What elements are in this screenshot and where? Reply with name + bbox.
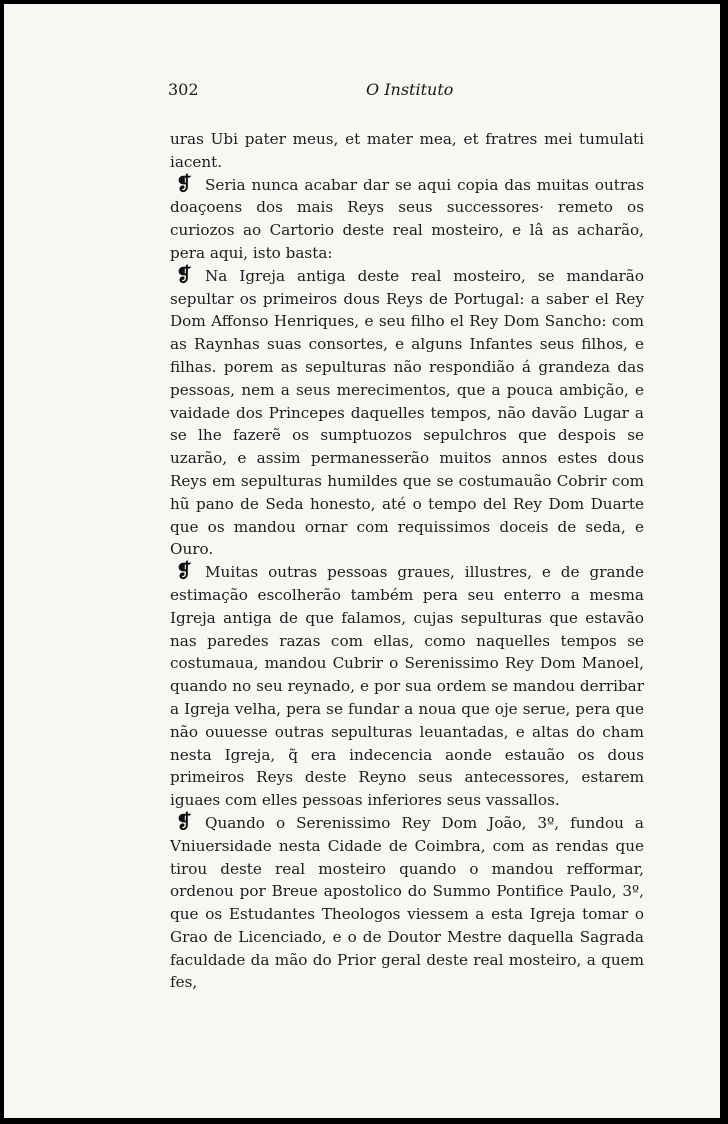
paragraph	[170, 561, 644, 812]
paragraph-mark-icon: ❡	[176, 810, 192, 833]
paragraph-text: Na Igreja antiga deste real mosteiro, se mandarão sepultar os primeiros dous Reys de Portugal: a saber el Rey Dom Affonso Henriques, e seu filho el Rey Dom Sancho: com as Raynhas suas consortes, e alguns Infantes seus filhos, e filhas. porem as sepulturas não respondião á grandeza das pessoas, nem a seus merecimentos, que a pouca ambição, e vaidade dos Princepes daquelles tempos, não davão Lugar a se lhe fazerẽ os sumptuozos sepulchros que despois se uzarão, e assim permanesserão muitos annos estes dous Reys em sepulturas humildes que se costumauão Cobrir com hũ pano de Seda honesto, até o tempo del Rey Dom Duarte que os mandou ornar com requissimos doceis de seda, e Ouro.	[170, 266, 644, 559]
book-page	[4, 4, 720, 1118]
paragraph-text: Seria nunca acabar dar se aqui copia das muitas outras doaçoens dos mais Reys seus successores· remeto os curiozos ao Cartorio deste real mosteiro, e lâ as acharão, pera aqui, isto basta:	[170, 175, 644, 262]
paragraph	[170, 265, 644, 561]
page-number: 302	[168, 80, 199, 99]
paragraph-text: Muitas outras pessoas graues, illustres, e de grande estimação escolherão também pera seu enterro a mesma Igreja antiga de que falamos, cujas sepulturas que estavão nas paredes razas com ellas, como naquelles tempos se costumaua, mandou Cubrir o Serenissimo Rey Dom Manoel, quando no seu reynado, e por sua ordem se mandou derribar a Igreja velha, pera se fundar a noua que oje serue, pera que não ouuesse outras sepulturas leuantadas, e altas do cham nesta Igreja, q̃ era indecencia aonde estauão os dous primeiros Reys deste Reyno seus antecessores, estarem iguaes com elles pessoas inferiores seus vassallos.	[170, 563, 644, 810]
paragraph-text: Quando o Serenissimo Rey Dom João, 3º, fundou a Vniuersidade nesta Cidade de Coimbra, com as rendas que tirou deste real mosteiro quando o mandou refformar, ordenou por Breue apostolico do Summo Pontifice Paulo, 3º, que os Estudantes Theologos viessem a esta Igreja tomar o Grao de Licenciado, e o de Doutor Mestre daquella Sagrada faculdade da mão do Prior geral deste real mosteiro, a quem fes,	[170, 813, 644, 992]
page-header	[168, 80, 644, 102]
paragraph-mark-icon: ❡	[176, 263, 192, 286]
paragraph	[170, 812, 644, 994]
paragraph-mark-icon: ❡	[176, 560, 192, 583]
running-title: O Instituto	[366, 80, 454, 99]
paragraph	[170, 174, 644, 265]
body-text	[170, 128, 644, 994]
paragraph-continuation: uras Ubi pater meus, et mater mea, et fratres mei tumulati iacent.	[170, 130, 644, 171]
paragraph-mark-icon: ❡	[176, 172, 192, 195]
